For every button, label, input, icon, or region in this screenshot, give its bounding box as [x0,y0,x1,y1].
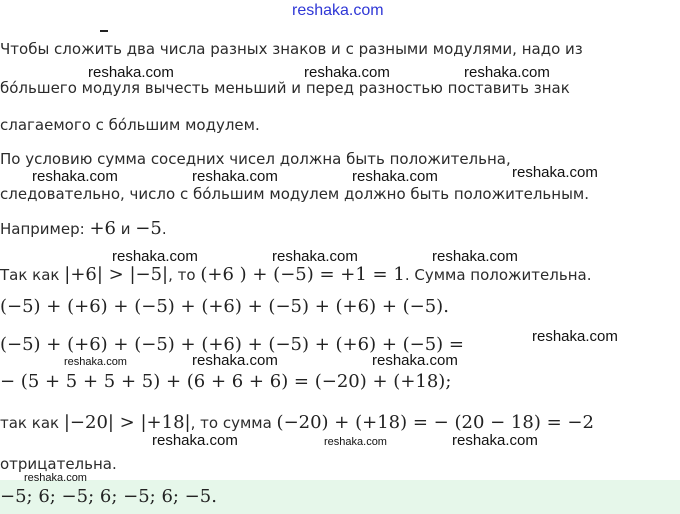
final-comparison: |−20| > |+18| [63,412,191,433]
example-a: +6 [89,218,116,239]
sequence-expression: (−5) + (+6) + (−5) + (+6) + (−5) + (+6) + (−5). [0,296,449,317]
watermark: reshaka.com [372,352,458,369]
final-expression: (−20) + (+18) = − (20 − 18) = −2 [276,412,594,433]
divider-dash [100,30,108,32]
since-comparison: |+6| > |−5| [64,264,169,285]
watermark: reshaka.com [464,64,550,81]
condition-line-1: По условию сумма соседних чисел должна быть положительна, [0,150,511,168]
watermark: reshaka.com [304,64,390,81]
example-and: и [115,220,136,238]
final-line-2: отрицательна. [0,455,117,473]
example-line [0,220,167,238]
since-prefix: Так как [0,266,65,284]
watermark: reshaka.com [432,248,518,265]
watermark: reshaka.com [324,436,387,448]
watermark: reshaka.com [512,164,598,181]
since-expression: (+6 ) + (−5) = +1 = 1 [200,264,405,285]
example-end: . [161,220,167,238]
watermark: reshaka.com [532,328,618,345]
watermark: reshaka.com [24,472,87,484]
final-line [0,414,594,432]
sum-equation-1: (−5) + (+6) + (−5) + (+6) + (−5) + (+6) + (−5) = [0,334,465,355]
final-prefix: так как [0,414,64,432]
watermark: reshaka.com [32,168,118,185]
watermark: reshaka.com [452,432,538,449]
since-suffix: . Сумма положительна. [404,266,592,284]
condition-line-2: следовательно, число с бо́льшим модулем должно быть положительным. [0,185,589,203]
watermark-top: reshaka.com [292,2,384,19]
example-b: −5 [135,218,162,239]
since-middle: , то [168,266,201,284]
rule-line-3: слагаемого с бо́льшим модулем. [0,116,260,134]
answer-sequence: −5; 6; −5; 6; −5; 6; −5. [0,486,217,507]
watermark: reshaka.com [112,248,198,265]
watermark: reshaka.com [192,168,278,185]
example-label: Например: [0,220,90,238]
watermark: reshaka.com [152,432,238,449]
watermark: reshaka.com [88,64,174,81]
watermark: reshaka.com [64,356,127,368]
sum-equation-2: − (5 + 5 + 5 + 5) + (6 + 6 + 6) = (−20) + (+18); [0,371,452,392]
final-middle: , то сумма [190,414,277,432]
rule-line-1: Чтобы сложить два числа разных знаков и с разными модулями, надо из [0,40,583,58]
since-line [0,266,591,284]
watermark: reshaka.com [192,352,278,369]
rule-line-2: бо́льшего модуля вычесть меньший и перед разностью поставить знак [0,79,570,97]
watermark: reshaka.com [272,248,358,265]
watermark: reshaka.com [352,168,438,185]
